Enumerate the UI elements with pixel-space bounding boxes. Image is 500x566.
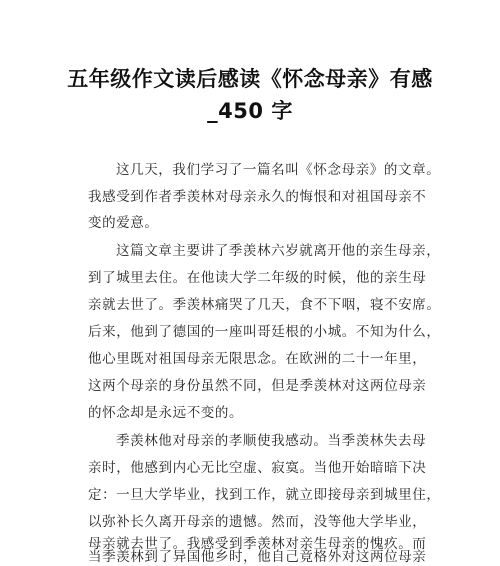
document-title-line-1: 五年级作文读后感读《怀念母亲》有感 — [67, 67, 433, 91]
body-line: 后来，他到了德国的一座叫哥廷根的小城。不知为什么， — [88, 324, 441, 340]
body-line: 以弥补长久离开母亲的遗憾。然而，没等他大学毕业， — [88, 514, 427, 530]
body-line: 母亲就去世了。我感受到季羡林对亲生母亲的愧疚。而 — [88, 536, 427, 552]
body-line: 当季羡林到了异国他乡时，他自己竟格外对这两位母亲 — [88, 549, 427, 565]
body-line: 定：一旦大学毕业，找到工作，就立即接母亲到城里住， — [88, 487, 441, 503]
body-line: 的怀念却是永远不变的。 — [88, 405, 244, 421]
body-line: 变的爱意。 — [88, 215, 159, 231]
body-line: 这几天，我们学习了一篇名叫《怀念母亲》的文章。 — [116, 162, 441, 178]
body-line: 他心里既对祖国母亲无限思念。在欧洲的二十一年里， — [88, 351, 427, 367]
body-line: 我感受到作者季羡林对母亲永久的悔恨和对祖国母亲不 — [88, 189, 427, 205]
body-line: 亲时，他感到内心无比空虚、寂寞。当他开始暗暗下决 — [88, 460, 427, 476]
body-line: 到了城里去住。在他读大学二年级的时候，他的亲生母 — [88, 270, 427, 286]
body-line: 亲就去世了。季羡林痛哭了几天，食不下咽，寝不安席。 — [88, 297, 441, 313]
document-title-line-2: _450 字 — [207, 99, 293, 123]
body-line: 季羡林他对母亲的孝顺使我感动。当季羡林失去母 — [116, 433, 427, 449]
body-line: 这篇文章主要讲了季羡林六岁就离开他的亲生母亲， — [116, 243, 441, 259]
body-line: 这两个母亲的身份虽然不同，但是季羡林对这两位母亲 — [88, 378, 427, 394]
